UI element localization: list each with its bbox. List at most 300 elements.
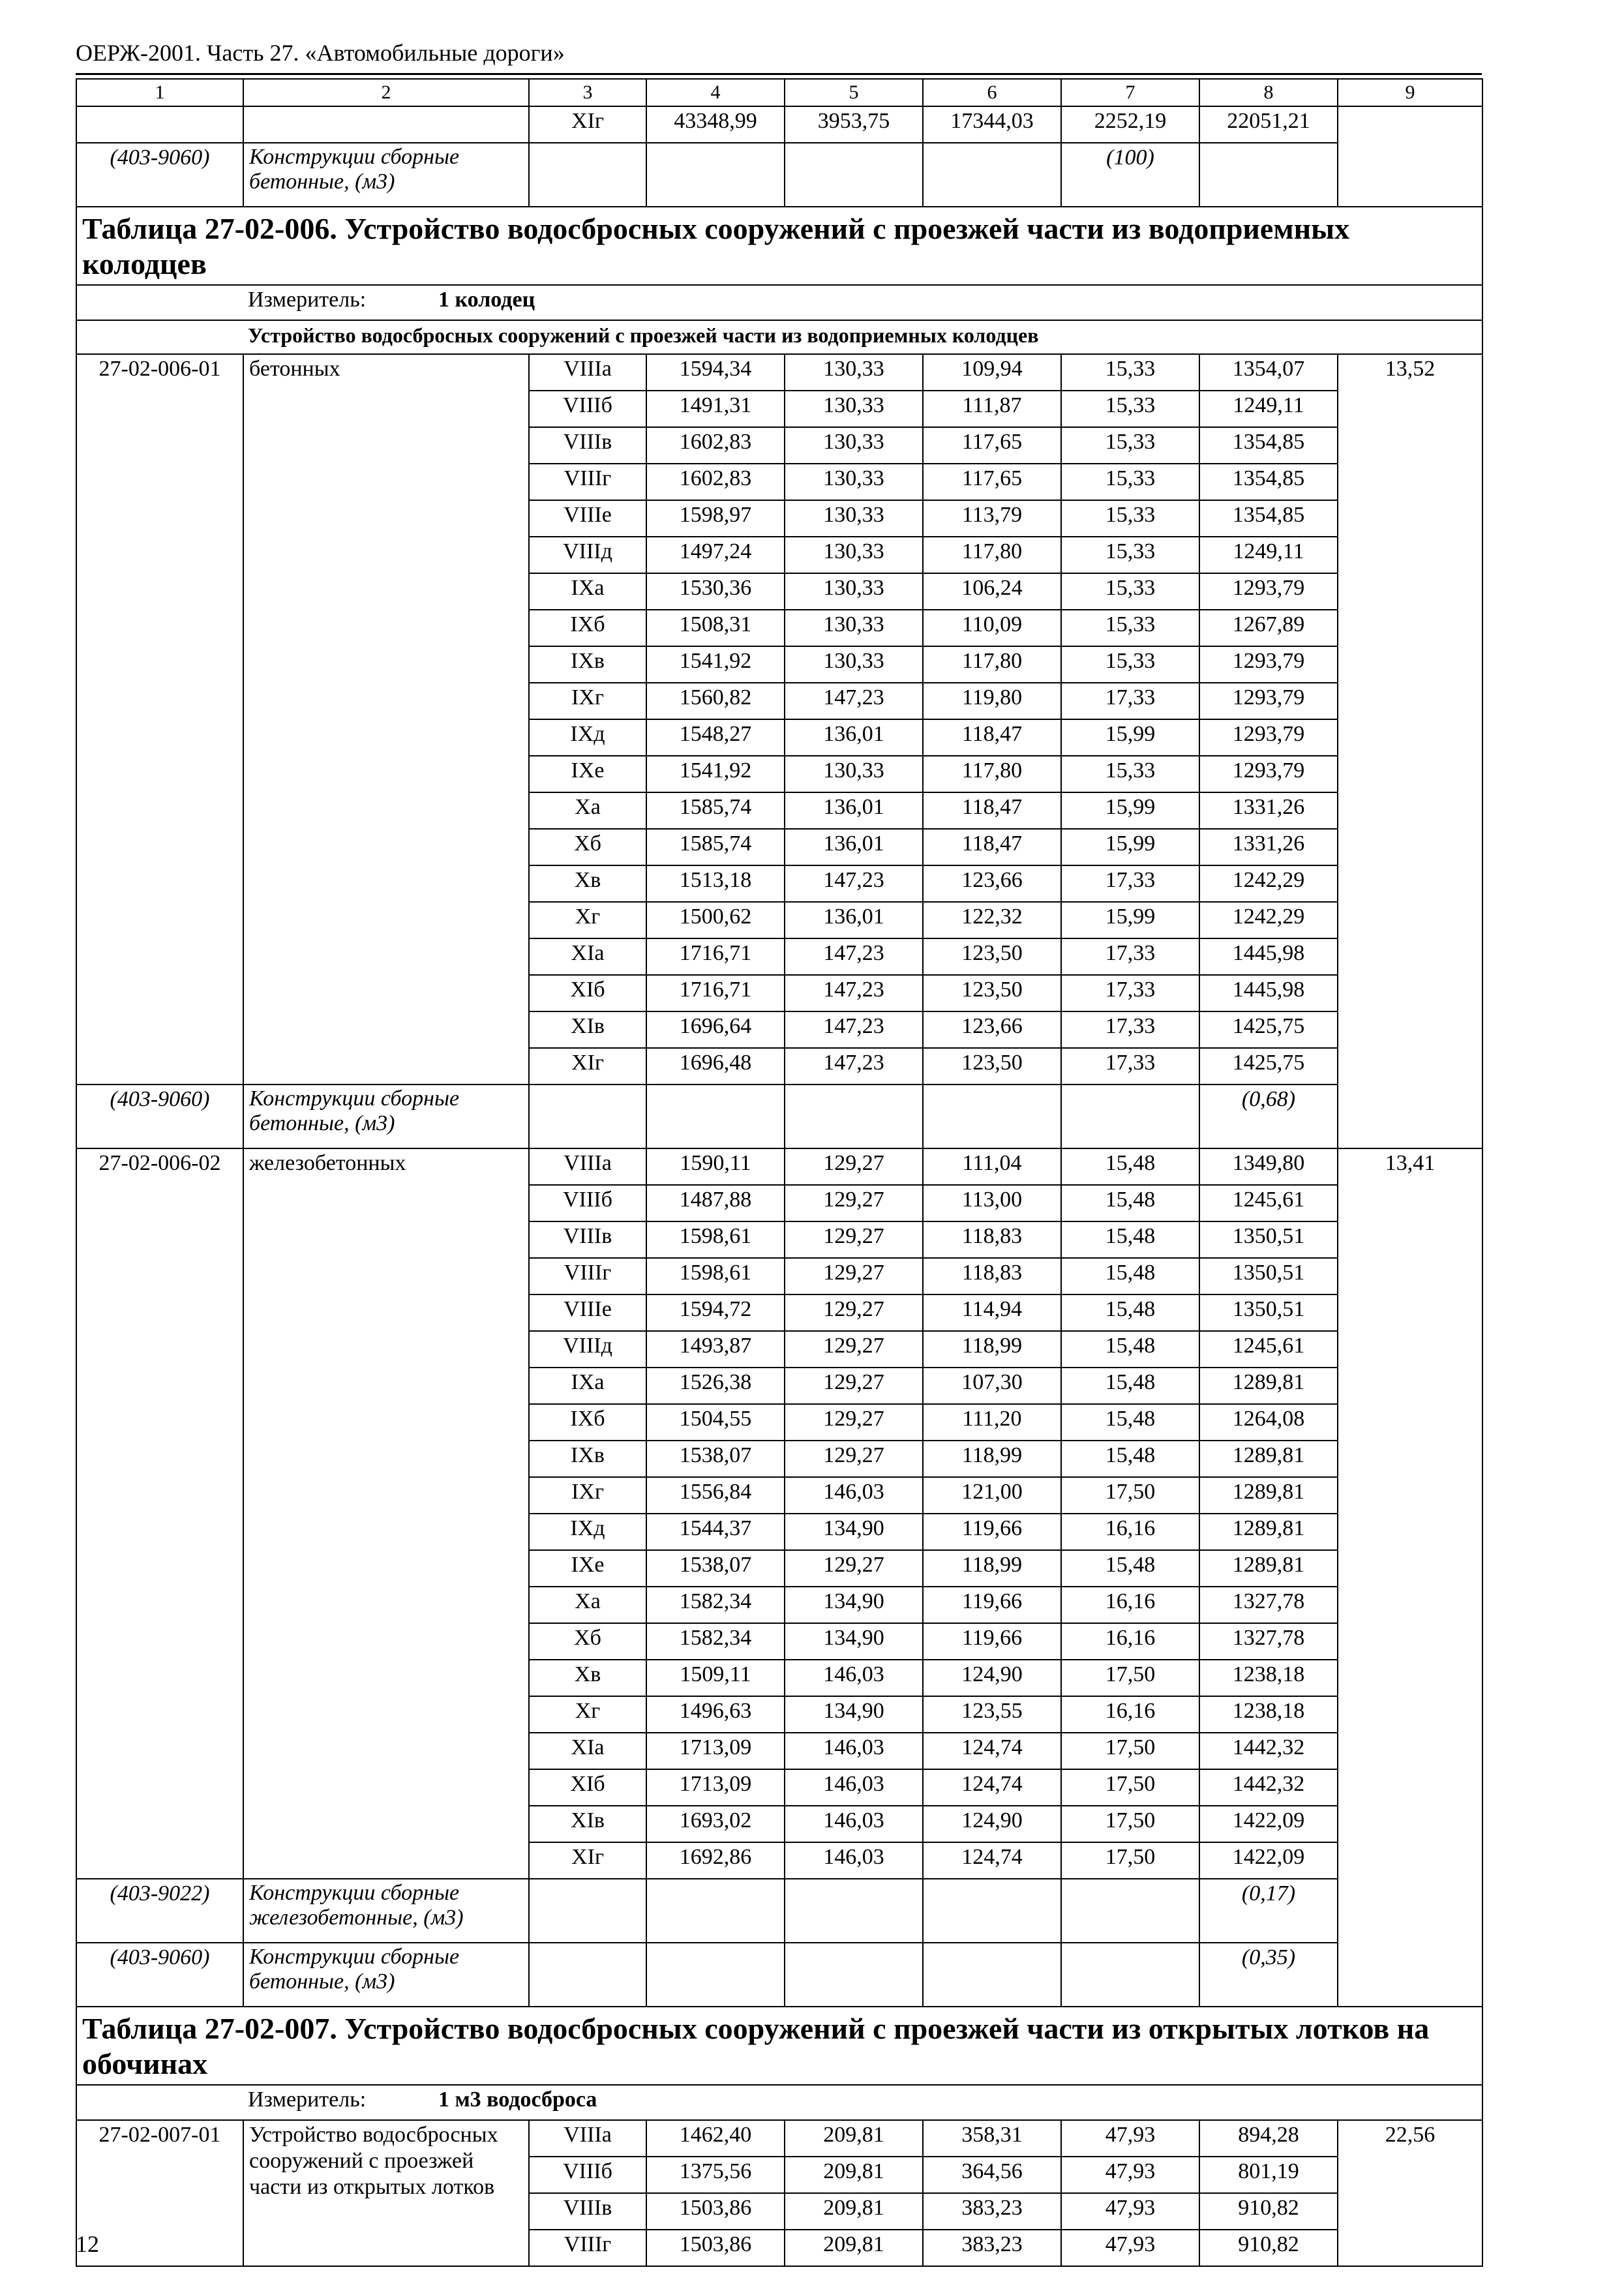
table-row [76,106,1482,143]
value-cell: 1242,29 [1199,902,1338,938]
header-rule [76,73,1482,75]
section-cell [76,320,1482,354]
zone-cell: Xб [529,829,646,865]
value-cell: 383,23 [923,2193,1061,2230]
value-cell: 1491,31 [646,391,785,427]
measure-value: 1 м3 водосброса [438,2087,597,2112]
value-cell: 1425,75 [1199,1011,1338,1048]
value-cell: 1350,51 [1199,1294,1338,1331]
value-cell: 1238,18 [1199,1696,1338,1733]
resource-row [76,143,1482,207]
item-rate: 13,41 [1338,1148,1482,2007]
column-number: 9 [1338,79,1482,106]
value-cell: 1503,86 [646,2193,785,2230]
value-cell: 110,09 [923,610,1061,646]
zone-cell: IXд [529,1514,646,1550]
value-cell: 124,90 [923,1660,1061,1696]
value-cell: 124,74 [923,1769,1061,1806]
column-number: 5 [785,79,923,106]
value-cell: 15,99 [1061,719,1199,756]
value-cell: 1354,85 [1199,427,1338,464]
value-cell: 1585,74 [646,829,785,865]
value-cell: 1354,85 [1199,500,1338,537]
value-cell: 15,48 [1061,1148,1199,1185]
item-rate: 13,52 [1338,354,1482,1148]
value-cell: 1289,81 [1199,1368,1338,1404]
value-cell: 136,01 [785,829,923,865]
value-cell: 109,94 [923,354,1061,391]
value-cell: 47,93 [1061,2193,1199,2230]
value-cell: 146,03 [785,1769,923,1806]
zone-cell: VIIIд [529,537,646,573]
value-cell: 1538,07 [646,1441,785,1477]
table-title: Таблица 27-02-006. Устройство водосбросных сооружений с проезжей части из водоприемных колодцев [76,207,1482,285]
item-code: 27-02-006-01 [76,354,243,1085]
value-cell: 1349,80 [1199,1148,1338,1185]
value-cell: 15,33 [1061,646,1199,683]
zone-cell: VIIIб [529,2157,646,2193]
value-cell: 113,00 [923,1185,1061,1221]
value-cell: 15,48 [1061,1331,1199,1368]
value-cell: 15,99 [1061,902,1199,938]
empty-cell [785,143,923,207]
column-number: 6 [923,79,1061,106]
resource-name: Конструкции сборные бетонные, (м3) [243,143,529,207]
item-rate: 22,56 [1338,2120,1482,2266]
zone-cell: IXе [529,1550,646,1587]
value-cell: 130,33 [785,756,923,792]
resource-name: Конструкции сборные бетонные, (м3) [243,1085,529,1148]
table-title-row [76,2007,1482,2085]
value-cell: 16,16 [1061,1623,1199,1660]
value-cell: 124,90 [923,1806,1061,1842]
empty-cell [785,1879,923,1943]
item-name: бетонных [243,354,529,1085]
value-cell: 119,66 [923,1623,1061,1660]
value-cell: 117,65 [923,464,1061,500]
table-row [76,2120,1482,2157]
zone-cell: VIIIв [529,2193,646,2230]
value-cell: 147,23 [785,975,923,1011]
resource-row [76,1879,1482,1943]
empty-cell [529,1085,646,1148]
zone-cell: VIIIе [529,1294,646,1331]
value-cell: 147,23 [785,1048,923,1085]
value-cell: 1590,11 [646,1148,785,1185]
value-cell: 358,31 [923,2120,1061,2157]
value-cell: 910,82 [1199,2230,1338,2266]
value-cell: 118,99 [923,1550,1061,1587]
zone-cell: XIа [529,1733,646,1769]
value-cell: 136,01 [785,792,923,829]
zone-cell: VIIIв [529,1221,646,1258]
value-cell: 1350,51 [1199,1221,1338,1258]
value-cell: 894,28 [1199,2120,1338,2157]
value-cell: 111,20 [923,1404,1061,1441]
zone-cell: VIIIд [529,1331,646,1368]
column-number: 3 [529,79,646,106]
value-cell: 1496,63 [646,1696,785,1733]
value-cell: 1245,61 [1199,1185,1338,1221]
value-cell: 130,33 [785,391,923,427]
value-cell: 15,48 [1061,1368,1199,1404]
resource-qty: (0,35) [1199,1943,1338,2007]
value-cell: 1541,92 [646,756,785,792]
value-cell: 1526,38 [646,1368,785,1404]
value-cell: 17,50 [1061,1806,1199,1842]
value-cell: 16,16 [1061,1587,1199,1623]
value-cell: 1560,82 [646,683,785,719]
zone-cell: VIIIб [529,1185,646,1221]
value-cell: 1598,61 [646,1258,785,1294]
value-cell: 209,81 [785,2157,923,2193]
empty-cell [529,1879,646,1943]
value-cell: 1442,32 [1199,1733,1338,1769]
value-cell: 122,32 [923,902,1061,938]
value-cell: 15,33 [1061,537,1199,573]
value-cell: 129,27 [785,1550,923,1587]
value-cell: 118,47 [923,829,1061,865]
value-cell: 1445,98 [1199,938,1338,975]
resource-qty: (0,68) [1199,1085,1338,1148]
value-cell: 118,83 [923,1258,1061,1294]
value-cell: 17,33 [1061,1011,1199,1048]
zone-cell: IXа [529,1368,646,1404]
table-row [76,1148,1482,1185]
item-code: 27-02-006-02 [76,1148,243,1879]
value-cell: 43348,99 [646,106,785,143]
value-cell: 119,66 [923,1587,1061,1623]
value-cell: 147,23 [785,683,923,719]
page-header: ОЕРЖ-2001. Часть 27. «Автомобильные дороги» [76,40,565,66]
zone-cell: IXд [529,719,646,756]
value-cell: 1375,56 [646,2157,785,2193]
value-cell: 1327,78 [1199,1587,1338,1623]
resource-code: (403-9060) [76,143,243,207]
value-cell: 1497,24 [646,537,785,573]
value-cell: 15,33 [1061,573,1199,610]
value-cell: 1267,89 [1199,610,1338,646]
section-row [76,320,1482,354]
value-cell: 124,74 [923,1842,1061,1879]
value-cell: 1544,37 [646,1514,785,1550]
value-cell: 1264,08 [1199,1404,1338,1441]
value-cell: 136,01 [785,719,923,756]
value-cell: 117,80 [923,756,1061,792]
empty-cell [923,1943,1061,2007]
value-cell: 124,74 [923,1733,1061,1769]
value-cell: 1493,87 [646,1331,785,1368]
value-cell: 1289,81 [1199,1441,1338,1477]
column-number: 8 [1199,79,1338,106]
value-cell: 1242,29 [1199,865,1338,902]
resource-row [76,1085,1482,1148]
value-cell: 1293,79 [1199,573,1338,610]
resource-qty: (100) [1061,143,1199,207]
value-cell: 16,16 [1061,1514,1199,1550]
value-cell: 17,33 [1061,865,1199,902]
column-number: 2 [243,79,529,106]
value-cell: 146,03 [785,1842,923,1879]
empty-cell [646,143,785,207]
value-cell: 17,33 [1061,1048,1199,1085]
value-cell: 209,81 [785,2193,923,2230]
measure-cell [76,2085,1482,2120]
zone-cell: XIб [529,975,646,1011]
value-cell: 1585,74 [646,792,785,829]
value-cell: 17,33 [1061,975,1199,1011]
table-title: Таблица 27-02-007. Устройство водосбросных сооружений с проезжей части из открытых лотков на обочинах [76,2007,1482,2085]
resource-name: Конструкции сборные бетонные, (м3) [243,1943,529,2007]
value-cell: 134,90 [785,1696,923,1733]
value-cell: 17,50 [1061,1660,1199,1696]
column-number: 7 [1061,79,1199,106]
value-cell: 1538,07 [646,1550,785,1587]
value-cell: 1445,98 [1199,975,1338,1011]
value-cell: 147,23 [785,938,923,975]
zone-cell: IXб [529,1404,646,1441]
value-cell: 1327,78 [1199,1623,1338,1660]
value-cell: 1331,26 [1199,792,1338,829]
value-cell: 1500,62 [646,902,785,938]
zone-cell: IXв [529,646,646,683]
column-number: 1 [76,79,243,106]
zone-cell: IXв [529,1441,646,1477]
value-cell: 1238,18 [1199,1660,1338,1696]
value-cell: 130,33 [785,464,923,500]
value-cell: 1582,34 [646,1587,785,1623]
code-cell [76,106,243,143]
value-cell: 123,66 [923,865,1061,902]
value-cell: 119,80 [923,683,1061,719]
value-cell: 111,04 [923,1148,1061,1185]
value-cell: 1716,71 [646,975,785,1011]
value-cell: 1716,71 [646,938,785,975]
value-cell: 15,48 [1061,1441,1199,1477]
empty-cell [1061,1943,1199,2007]
value-cell: 129,27 [785,1148,923,1185]
measure-value: 1 колодец [438,288,535,312]
value-cell: 134,90 [785,1514,923,1550]
zone-cell: VIIIе [529,500,646,537]
value-cell: 134,90 [785,1623,923,1660]
value-cell: 1548,27 [646,719,785,756]
resource-qty: (0,17) [1199,1879,1338,1943]
value-cell: 3953,75 [785,106,923,143]
zone-cell: Xв [529,1660,646,1696]
value-cell: 1462,40 [646,2120,785,2157]
zone-cell: VIIIв [529,427,646,464]
value-cell: 15,48 [1061,1221,1199,1258]
value-cell: 1598,61 [646,1221,785,1258]
zone-cell: IXе [529,756,646,792]
value-cell: 15,48 [1061,1185,1199,1221]
value-cell: 1541,92 [646,646,785,683]
value-cell: 117,65 [923,427,1061,464]
value-cell: 1293,79 [1199,683,1338,719]
value-cell: 1293,79 [1199,646,1338,683]
value-cell: 1422,09 [1199,1842,1338,1879]
zone-cell: VIIIг [529,1258,646,1294]
value-cell: 129,27 [785,1294,923,1331]
zone-cell: IXг [529,683,646,719]
zone-cell: VIIIб [529,391,646,427]
name-cell [243,106,529,143]
value-cell: 1289,81 [1199,1477,1338,1514]
value-cell: 1693,02 [646,1806,785,1842]
table-row [76,354,1482,391]
value-cell: 2252,19 [1061,106,1199,143]
column-number-row [76,79,1482,106]
measure-row [76,285,1482,320]
value-cell: 1504,55 [646,1404,785,1441]
value-cell: 129,27 [785,1258,923,1294]
value-cell: 107,30 [923,1368,1061,1404]
value-cell: 1508,31 [646,610,785,646]
value-cell: 1425,75 [1199,1048,1338,1085]
value-cell: 118,47 [923,719,1061,756]
value-cell: 1289,81 [1199,1514,1338,1550]
value-cell: 146,03 [785,1477,923,1514]
zone-cell: XIг [529,1842,646,1879]
zone-cell: XIг [529,106,646,143]
value-cell: 1350,51 [1199,1258,1338,1294]
value-cell: 16,16 [1061,1696,1199,1733]
value-cell: 1594,34 [646,354,785,391]
value-cell: 1582,34 [646,1623,785,1660]
zone-cell: VIIIг [529,2230,646,2266]
value-cell: 17,50 [1061,1842,1199,1879]
value-cell: 910,82 [1199,2193,1338,2230]
value-cell: 147,23 [785,1011,923,1048]
value-cell: 130,33 [785,537,923,573]
value-cell: 1713,09 [646,1769,785,1806]
value-cell: 22051,21 [1199,106,1338,143]
value-cell: 130,33 [785,610,923,646]
value-cell: 1487,88 [646,1185,785,1221]
value-cell: 17,50 [1061,1769,1199,1806]
zone-cell: Xг [529,1696,646,1733]
value-cell: 129,27 [785,1185,923,1221]
value-cell: 209,81 [785,2230,923,2266]
value-cell: 15,33 [1061,610,1199,646]
empty-cell [1061,1879,1199,1943]
measure-cell [76,285,1482,320]
zone-cell: IXб [529,610,646,646]
empty-cell [646,1085,785,1148]
value-cell: 117,80 [923,646,1061,683]
value-cell: 1331,26 [1199,829,1338,865]
value-cell: 15,48 [1061,1404,1199,1441]
value-cell: 1598,97 [646,500,785,537]
empty-cell [529,143,646,207]
value-cell: 17,50 [1061,1477,1199,1514]
value-cell: 15,48 [1061,1294,1199,1331]
rate-cell [1338,106,1482,207]
value-cell: 129,27 [785,1368,923,1404]
resource-code: (403-9060) [76,1943,243,2007]
value-cell: 146,03 [785,1660,923,1696]
value-cell: 114,94 [923,1294,1061,1331]
value-cell: 17,50 [1061,1733,1199,1769]
value-cell: 130,33 [785,500,923,537]
value-cell: 129,27 [785,1404,923,1441]
value-cell: 130,33 [785,646,923,683]
value-cell: 1442,32 [1199,1769,1338,1806]
zone-cell: IXг [529,1477,646,1514]
empty-cell [529,1943,646,2007]
value-cell: 1293,79 [1199,719,1338,756]
value-cell: 119,66 [923,1514,1061,1550]
value-cell: 1594,72 [646,1294,785,1331]
value-cell: 15,33 [1061,756,1199,792]
value-cell: 209,81 [785,2120,923,2157]
value-cell: 15,33 [1061,427,1199,464]
value-cell: 130,33 [785,573,923,610]
value-cell: 47,93 [1061,2120,1199,2157]
value-cell: 1293,79 [1199,756,1338,792]
measure-label: Измеритель: [248,288,367,312]
value-cell: 106,24 [923,573,1061,610]
value-cell: 1245,61 [1199,1331,1338,1368]
zone-cell: XIа [529,938,646,975]
value-cell: 118,99 [923,1441,1061,1477]
value-cell: 15,48 [1061,1550,1199,1587]
empty-cell [785,1943,923,2007]
value-cell: 1602,83 [646,464,785,500]
value-cell: 1503,86 [646,2230,785,2266]
value-cell: 123,66 [923,1011,1061,1048]
value-cell: 1249,11 [1199,537,1338,573]
value-cell: 134,90 [785,1587,923,1623]
value-cell: 129,27 [785,1221,923,1258]
rates-table [76,78,1483,2267]
page-number: 12 [76,2231,99,2257]
resource-code: (403-9022) [76,1879,243,1943]
zone-cell: Xг [529,902,646,938]
table-body [76,79,1482,2266]
value-cell: 123,55 [923,1696,1061,1733]
value-cell: 111,87 [923,391,1061,427]
measure-row [76,2085,1482,2120]
value-cell: 146,03 [785,1806,923,1842]
value-cell: 1509,11 [646,1660,785,1696]
zone-cell: Xа [529,1587,646,1623]
value-cell: 1602,83 [646,427,785,464]
value-cell: 1692,86 [646,1842,785,1879]
value-cell: 15,99 [1061,792,1199,829]
value-cell: 129,27 [785,1331,923,1368]
value-cell: 15,48 [1061,1258,1199,1294]
value-cell: 147,23 [785,865,923,902]
zone-cell: VIIIа [529,2120,646,2157]
value-cell: 1556,84 [646,1477,785,1514]
value-cell: 1249,11 [1199,391,1338,427]
value-cell: 17344,03 [923,106,1061,143]
value-cell: 1289,81 [1199,1550,1338,1587]
value-cell: 121,00 [923,1477,1061,1514]
value-cell: 801,19 [1199,2157,1338,2193]
zone-cell: VIIIа [529,354,646,391]
value-cell: 123,50 [923,938,1061,975]
zone-cell: Xв [529,865,646,902]
value-cell: 130,33 [785,427,923,464]
zone-cell: Xа [529,792,646,829]
zone-cell: XIв [529,1011,646,1048]
zone-cell: XIб [529,1769,646,1806]
table-title-row [76,207,1482,285]
zone-cell: XIв [529,1806,646,1842]
